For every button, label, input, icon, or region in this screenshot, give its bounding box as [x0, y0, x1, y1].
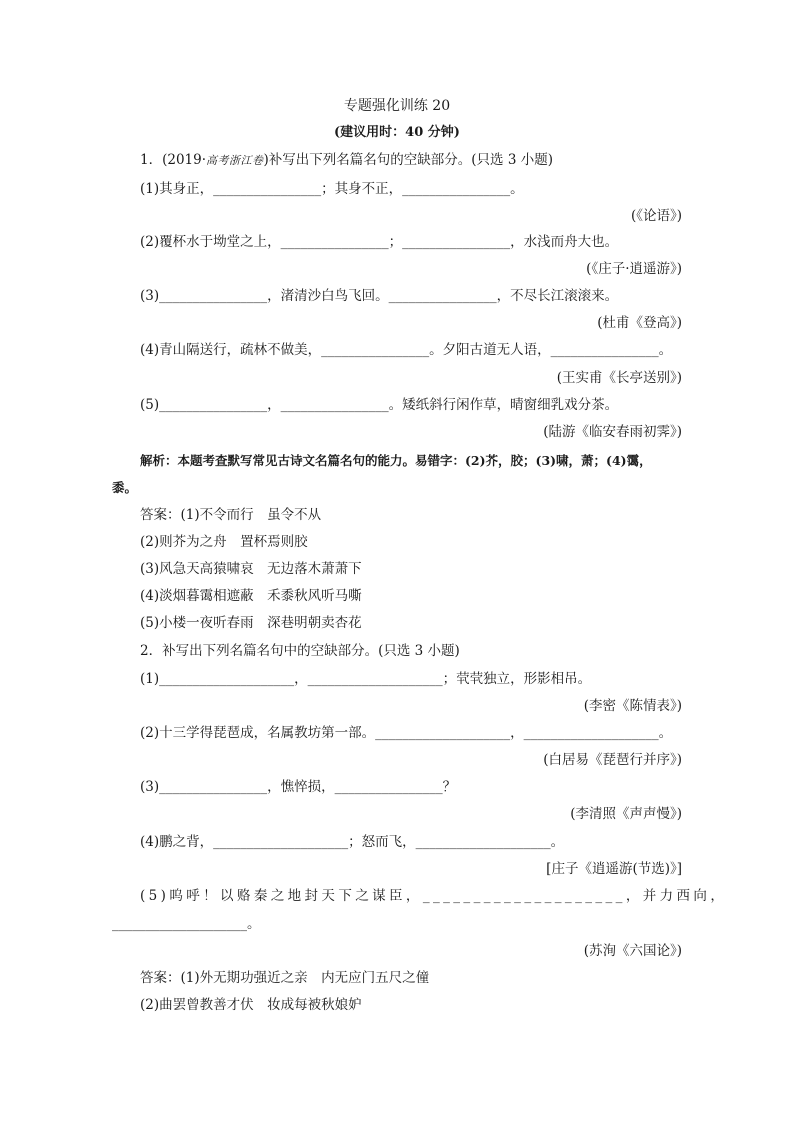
- q2-item-4: (4)鹏之背，____________________；怒而飞，____________________。: [140, 834, 565, 850]
- q2-item-3: (3)________________，憔悴损，________________？: [140, 779, 457, 795]
- q2-item-1-source: (李密《陈情表》): [583, 698, 682, 714]
- q1-item-5-source: (陆游《临安春雨初霁》): [543, 424, 682, 440]
- q2-answer-2: (2)曲罢曾教善才伏 妆成每被秋娘妒: [140, 997, 362, 1013]
- q2-answer-1: 答案：(1)外无期功强近之亲 内无应门五尺之僮: [140, 970, 430, 986]
- q1-item-2: (2)覆杯水于坳堂之上，________________；________________，水浅而舟大也。: [140, 234, 619, 250]
- q1-item-3: (3)________________，渚清沙白鸟飞回。________________，不尽长江滚滚来。: [140, 288, 619, 304]
- q2-item-5-line-2: ____________________。: [112, 916, 261, 932]
- q1-item-1: (1)其身正，________________；其身不正，________________。: [140, 181, 524, 197]
- time-note: (建议用时：40 分钟): [334, 125, 460, 140]
- page-title: 专题强化训练 20: [343, 98, 451, 114]
- q1-item-3-source: (杜甫《登高》): [597, 315, 682, 331]
- watermark: [640, 762, 780, 792]
- q2-item-2: (2)十三学得琵琶成，名属教坊第一部。____________________，____________________。: [140, 725, 673, 741]
- q1-analysis-line-1: 解析：本题考查默写常见古诗文名篇名句的能力。易错字：(2)芥，胶；(3)啸，萧；(4)霭，: [140, 453, 652, 468]
- q2-item-4-source: [庄子《逍遥游(节选)》]: [546, 861, 682, 877]
- q1-item-5: (5)________________，________________。矮纸斜行闲作草，晴窗细乳戏分茶。: [140, 397, 619, 413]
- q1-answer-4: (4)淡烟暮霭相遮蔽 禾黍秋风听马嘶: [140, 588, 362, 604]
- q1-item-2-source: (《庄子·逍遥游》): [586, 261, 682, 277]
- question-1-heading: [140, 151, 553, 170]
- q1-analysis-line-2: 黍。: [112, 480, 138, 495]
- q2-item-1: (1)____________________，____________________；茕茕独立，形影相吊。: [140, 671, 592, 687]
- q1-answer-3: (3)风急天高猿啸哀 无边落木萧萧下: [140, 561, 362, 577]
- question-2-heading: 2．补写出下列名篇名句中的空缺部分。(只选 3 小题): [140, 643, 460, 659]
- question-1-suffix: )补写出下列名篇名句的空缺部分。(只选 3 小题): [263, 152, 553, 168]
- q2-item-3-source: (李清照《声声慢》): [570, 806, 682, 822]
- q1-item-4: (4)青山隔送行，疏林不做美，________________。夕阳古道无人语，________________。: [140, 342, 673, 358]
- q1-answer-2: (2)则芥为之舟 置杯焉则胶: [140, 534, 308, 550]
- q2-item-5-source: (苏洵《六国论》): [583, 943, 682, 959]
- q1-item-4-source: (王实甫《长亭送别》): [556, 370, 682, 386]
- q2-item-2-source: (白居易《琵琶行并序》): [543, 752, 682, 768]
- exam-source: 高考浙江卷: [206, 154, 264, 167]
- q1-item-1-source: (《论语》): [630, 208, 682, 224]
- q2-item-5-line-1: (5)呜呼！以赂秦之地封天下之谋臣，____________________，并力西向，: [140, 888, 728, 904]
- question-1-prefix: 1．(2019·: [140, 152, 207, 168]
- q1-answer-5: (5)小楼一夜听春雨 深巷明朝卖杏花: [140, 615, 362, 631]
- q1-answer-1: 答案：(1)不令而行 虽令不从: [140, 507, 322, 523]
